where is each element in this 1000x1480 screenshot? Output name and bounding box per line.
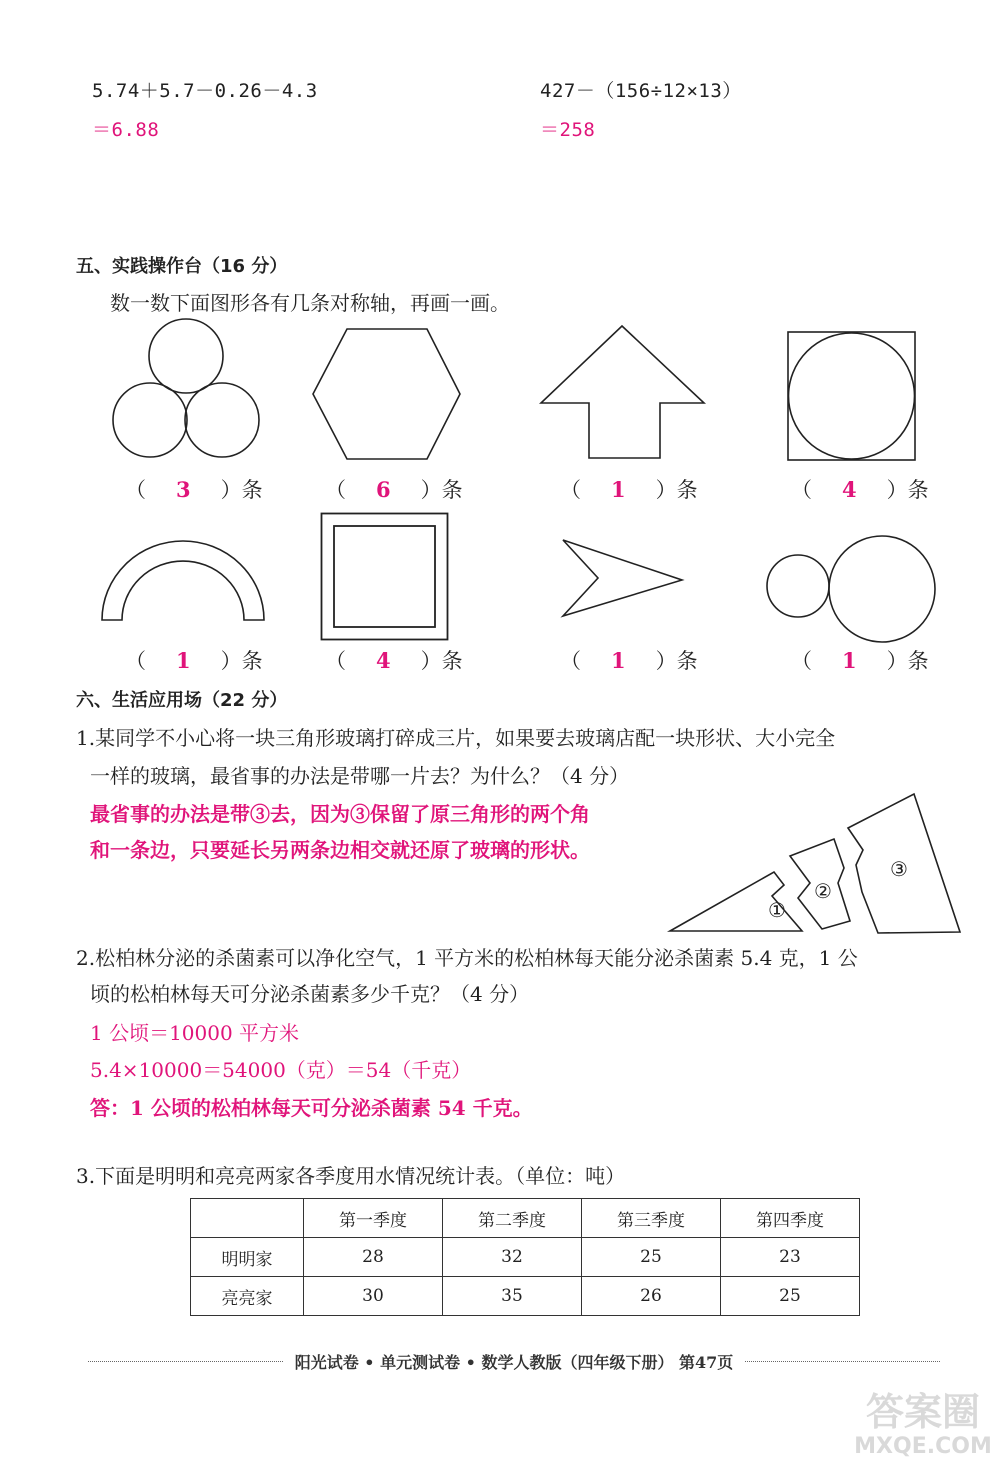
answer-three-circles: 3 (176, 477, 191, 502)
table-header-cell (191, 1199, 304, 1238)
square-frame-figure (320, 512, 450, 642)
table-header-cell: 第一季度 (304, 1199, 443, 1238)
table-cell: 26 (582, 1277, 721, 1316)
three-circles-figure (100, 318, 270, 468)
caption-circle-in-square: （ 4 ）条 (791, 477, 929, 502)
caption-arch: （ 1 ）条 (125, 648, 263, 673)
q1-answer-line2: 和一条边，只要延长另两条边相交就还原了玻璃的形状。 (90, 838, 590, 862)
q2-answer-line3: 答：1 公顷的松柏林每天可分泌杀菌素 54 千克。 (90, 1096, 533, 1120)
arrow-figure (538, 325, 708, 460)
shard-1-label: ① (768, 898, 786, 922)
caption-dart: （ 1 ）条 (560, 648, 698, 673)
answer-dart: 1 (611, 648, 626, 673)
table-row (191, 1238, 860, 1277)
q2-answer-line1: 1 公顷＝10000 平方米 (90, 1021, 300, 1045)
answer-circle-in-square: 4 (842, 477, 857, 502)
caption-three-circles: （ 3 ）条 (125, 477, 263, 502)
table-cell: 25 (721, 1277, 860, 1316)
footer-divider-right (745, 1361, 940, 1362)
shard-2-label: ② (814, 879, 832, 903)
table-row (191, 1277, 860, 1316)
footer-text: 阳光试卷 • 单元测试卷 • 数学人教版（四年级下册） 第47页 (294, 1353, 734, 1372)
table-header-cell: 第三季度 (582, 1199, 721, 1238)
caption-arrow: （ 1 ）条 (560, 477, 698, 502)
answer-arch: 1 (176, 648, 191, 673)
table-cell: 30 (304, 1277, 443, 1316)
watermark-logo-text: 答案圈 (865, 1390, 980, 1434)
q2-text-line1: 2.松柏林分泌的杀菌素可以净化空气，1 平方米的松柏林每天能分泌杀菌素 5.4 克，1 公 (76, 946, 858, 970)
table-cell: 亮亮家 (191, 1277, 304, 1316)
caption-hexagon: （ 6 ）条 (325, 477, 463, 502)
glass-shards-figure (668, 792, 964, 934)
footer-divider-left (88, 1361, 283, 1362)
table-header-row (191, 1199, 860, 1238)
q2-text-line2: 顷的松柏林每天可分泌杀菌素多少千克？（4 分） (90, 982, 530, 1006)
answer-two-circles: 1 (842, 648, 857, 673)
hexagon-figure (310, 328, 465, 462)
section5-title: 五、实践操作台（16 分） (76, 256, 288, 277)
right-expression: 427－（156÷12×13） (540, 80, 742, 102)
section5-instruction: 数一数下面图形各有几条对称轴，再画一画。 (110, 291, 510, 315)
answer-hexagon: 6 (376, 477, 391, 502)
table-cell: 25 (582, 1238, 721, 1277)
caption-two-circles: （ 1 ）条 (791, 648, 929, 673)
table-cell: 23 (721, 1238, 860, 1277)
watermark-url: MXQE.COM (854, 1434, 992, 1459)
table-cell: 28 (304, 1238, 443, 1277)
page-footer (88, 1350, 940, 1373)
caption-square-frame: （ 4 ）条 (325, 648, 463, 673)
q1-answer-line1: 最省事的办法是带③去，因为③保留了原三角形的两个角 (90, 802, 590, 826)
two-circles-figure (766, 534, 938, 644)
shard-3-label: ③ (890, 857, 908, 881)
q1-text-line2: 一样的玻璃，最省事的办法是带哪一片去？为什么？（4 分） (90, 764, 630, 788)
left-answer: ＝6.88 (92, 119, 160, 141)
water-usage-table (190, 1198, 860, 1316)
left-expression: 5.74＋5.7－0.26－4.3 (92, 80, 318, 102)
watermark (848, 1390, 998, 1460)
q2-answer-line2: 5.4×10000＝54000（克）＝54（千克） (90, 1058, 472, 1082)
section6-title: 六、生活应用场（22 分） (76, 690, 288, 711)
answer-square-frame: 4 (376, 648, 391, 673)
table-cell: 35 (443, 1277, 582, 1316)
circle-in-square-figure (786, 330, 918, 462)
table-cell: 32 (443, 1238, 582, 1277)
table-header-cell: 第二季度 (443, 1199, 582, 1238)
table-header-cell: 第四季度 (721, 1199, 860, 1238)
right-answer: ＝258 (540, 119, 596, 141)
q3-text: 3.下面是明明和亮亮两家各季度用水情况统计表。（单位：吨） (76, 1164, 626, 1188)
answer-arrow: 1 (611, 477, 626, 502)
q1-text-line1: 1.某同学不小心将一块三角形玻璃打碎成三片，如果要去玻璃店配一块形状、大小完全 (76, 726, 836, 750)
dart-figure (560, 538, 685, 618)
table-cell: 明明家 (191, 1238, 304, 1277)
arch-figure (100, 538, 268, 624)
